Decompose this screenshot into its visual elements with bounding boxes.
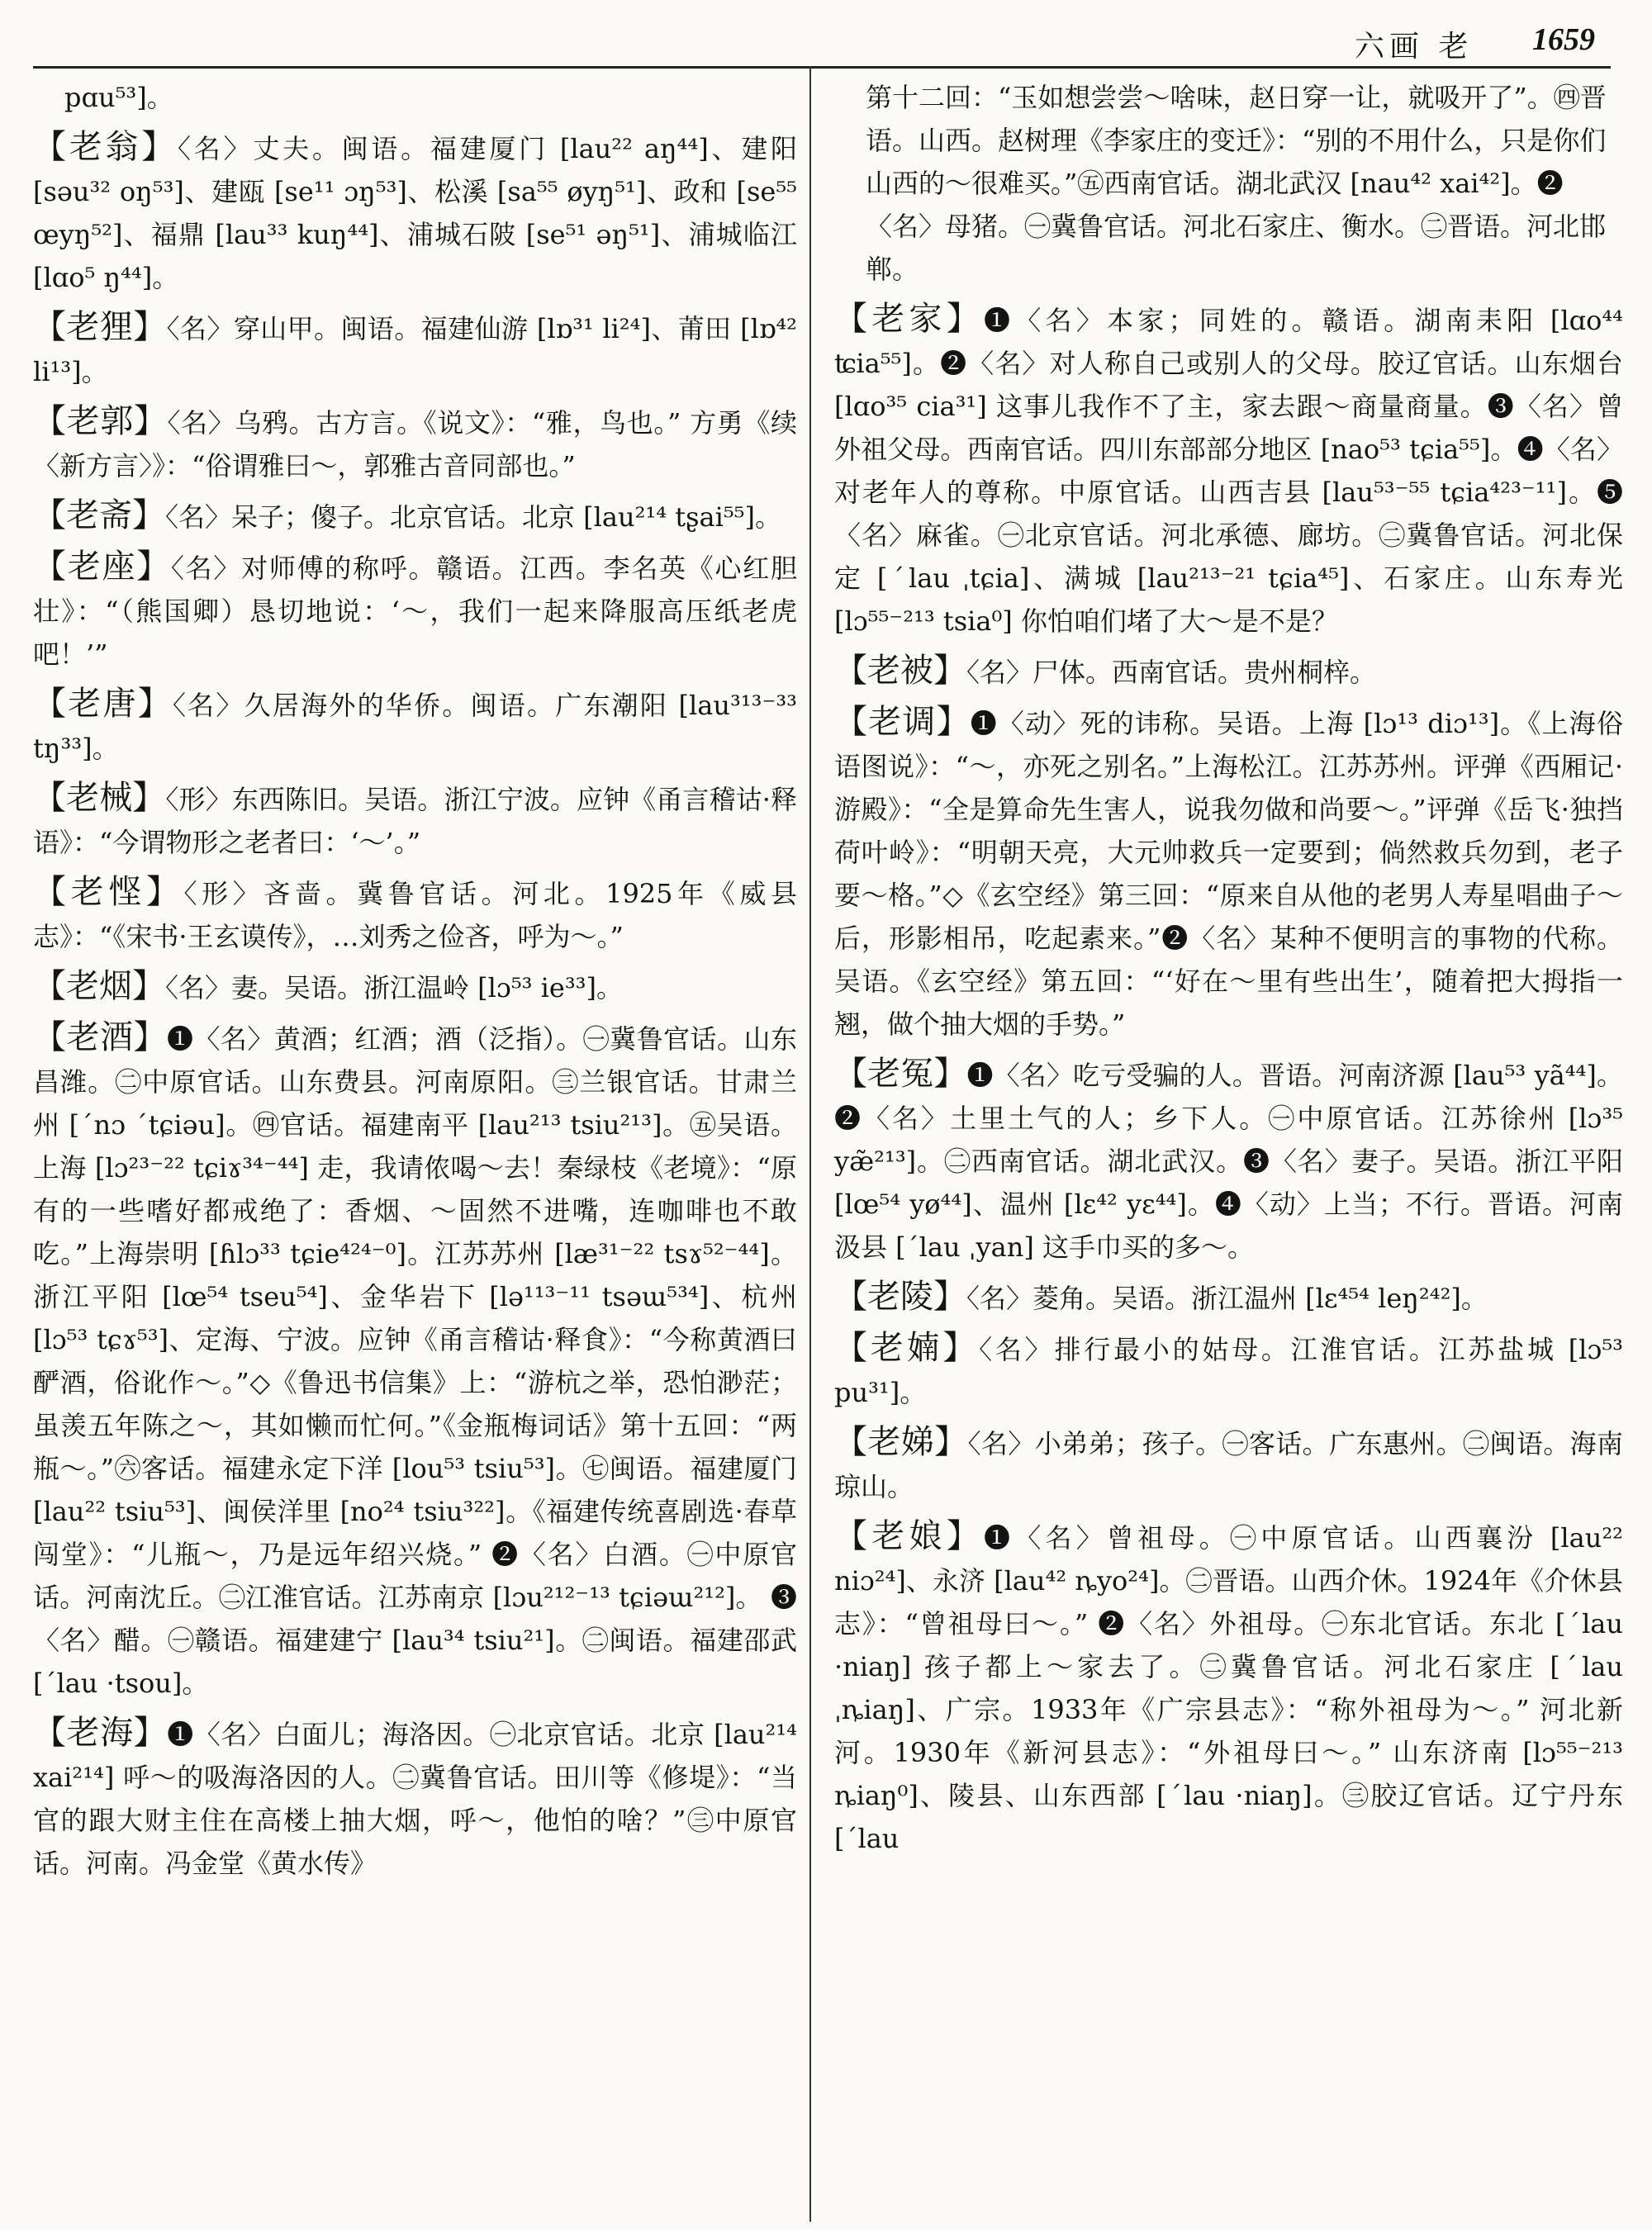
dictionary-entry — [33, 306, 797, 393]
entry-definition: 〈名〉乌鸦。古方言。《说文》：“雅，鸟也。” 方勇《续〈新方言〉》：“俗谓雅曰～，郭雅古音同部也。” — [33, 407, 797, 482]
entry-definition: 〈形〉吝啬。冀鲁官话。河北。1925年《威县志》：“《宋书·王玄谟传》，…刘秀之俭吝，呼为～。” — [33, 878, 797, 952]
headword: 【老冤】 — [834, 1055, 967, 1093]
entry-definition: 〈名〉妻。吴语。浙江温岭 [lɔ⁵³ ie³³]。 — [165, 972, 623, 1004]
dictionary-entry — [834, 1421, 1623, 1508]
headword: 【老唐】 — [33, 685, 173, 723]
headword: 【老斋】 — [33, 496, 165, 534]
headword: 【老郭】 — [33, 402, 168, 440]
entry-definition: ❶〈名〉吃亏受骗的人。晋语。河南济源 [lau⁵³ yã⁴⁴]。❷〈名〉土里土气的人；乡下人。㊀中原官话。江苏徐州 [lɔ³⁵ yæ̃²¹³]。㊁西南官话。湖北武汉。❸〈名〉妻子。吴语。浙江平阳 [lœ⁵⁴ yø⁴⁴]、温州 [lɛ⁴² yɛ⁴⁴]。❹〈动〉上当；不行。晋语。河南汲县 [ˊlau ˌyan] 这手巾买的多～。 — [834, 1060, 1623, 1263]
continuation-text: 第十二回：“玉如想尝尝～啥味，赵日穿一让，就吸开了”。㊃晋语。山西。赵树理《李家庄的变迁》：“别的不用什么，只是你们山西的～很难买。”㊄西南官话。湖北武汉 [nau⁴² xai⁴²]。❷〈名〉母猪。㊀冀鲁官话。河北石家庄、衡水。㊁晋语。河北邯郸。 — [866, 82, 1607, 285]
right-column — [834, 76, 1623, 1867]
entry-definition: 〈名〉菱角。吴语。浙江温州 [lɛ⁴⁵⁴ leŋ²⁴²]。 — [966, 1283, 1488, 1314]
headword: 【老座】 — [33, 548, 171, 586]
dictionary-entry — [33, 776, 797, 864]
entry-definition: 〈名〉小弟弟；孩子。㊀客话。广东惠州。㊁闽语。海南琼山。 — [834, 1428, 1623, 1502]
headword: 【老娘】 — [834, 1517, 984, 1555]
header-rule — [33, 66, 1611, 69]
entry-definition: ❶〈名〉曾祖母。㊀中原官话。山西襄汾 [lau²² niɔ²⁴]、永济 [lau⁴² ȵyo²⁴]。㊁晋语。山西介休。1924年《介休县志》：“曾祖母曰～。” ❷〈名〉外祖母。㊀东北官话。东北 [ˊlau ·niaŋ] 孩子都上～家去了。㊁冀鲁官话。河北石家庄 [ˊlau ˌȵiaŋ]、广宗。1933年《广宗县志》：“称外祖母为～。” 河北新河。1930年《新河县志》：“外祖母曰～。” 山东济南 [lɔ⁵⁵⁻²¹³ ȵiaŋ⁰]、陵县、山东西部 [ˊlau ·niaŋ]。㊂胶辽官话。辽宁丹东 [ˊlau — [834, 1522, 1623, 1854]
continuation-text: pɑu⁵³]。 — [64, 82, 173, 113]
headword: 【老陵】 — [834, 1278, 966, 1316]
entry-definition: ❶〈动〉死的讳称。吴语。上海 [lɔ¹³ diɔ¹³]。《上海俗语图说》：“～，亦死之别名。”上海松江。江苏苏州。评弹《西厢记·游殿》：“全是算命先生害人，说我勿做和尚要～。”评弹《岳飞·独挡荷叶岭》：“明朝天亮，大元帅救兵一定要到；倘然救兵勿到，老子要～格。”◇《玄空经》第三回：“原来自从他的老男人寿星唱曲子～后，形影相吊，吃起素来。”❷〈名〉某种不便明言的事物的代称。吴语。《玄空经》第五回：“‘好在～里有些出生’，随着把大拇指一翘，做个抽大烟的手势。” — [834, 708, 1623, 1040]
headword: 【老翁】 — [33, 128, 178, 166]
entry-definition: 〈名〉久居海外的华侨。闽语。广东潮阳 [lau³¹³⁻³³ tŋ³³]。 — [33, 690, 797, 764]
headword: 【老械】 — [33, 779, 166, 817]
dictionary-entry — [33, 871, 797, 958]
dictionary-entry — [834, 1515, 1623, 1860]
dictionary-entry — [834, 649, 1623, 694]
headword: 【老调】 — [834, 703, 971, 741]
dictionary-entry — [33, 494, 797, 539]
left-column — [33, 76, 797, 1891]
entry-definition: 〈名〉穿山甲。闽语。福建仙游 [lɒ³¹ li²⁴]、莆田 [lɒ⁴² li¹³]。 — [33, 313, 797, 387]
dictionary-entry — [33, 965, 797, 1009]
entry-definition: 〈名〉排行最小的姑母。江淮官话。江苏盐城 [lɔ⁵³ pu³¹]。 — [834, 1334, 1623, 1408]
headword: 【老酒】 — [33, 1018, 167, 1056]
entry-definition: 〈形〉东西陈旧。吴语。浙江宁波。应钟《甬言稽诂·释语》：“今谓物形之老者曰：‘～’。” — [33, 784, 797, 858]
dictionary-entry — [33, 682, 797, 770]
dictionary-entry — [834, 700, 1623, 1046]
entry-definition: 〈名〉丈夫。闽语。福建厦门 [lau²² aŋ⁴⁴]、建阳 [səu³² oŋ⁵³]、建瓯 [se¹¹ ɔŋ⁵³]、松溪 [sa⁵⁵ øyŋ⁵¹]、政和 [se⁵⁵ œyŋ⁵²]、福鼎 [lau³³ kuŋ⁴⁴]、浦城石陂 [se⁵¹ əŋ⁵¹]、浦城临江 [lɑo⁵ ŋ⁴⁴]。 — [33, 133, 797, 293]
entry-definition: 〈名〉对师傅的称呼。赣语。江西。李名英《心红胆壮》：“（熊国卿）恳切地说：‘～，我们一起来降服高压纸老虎吧！’” — [33, 553, 797, 670]
headword: 【老悭】 — [33, 873, 184, 911]
dictionary-entry — [33, 400, 797, 487]
dictionary-entry — [834, 1275, 1623, 1320]
entry-definition: ❶〈名〉黄酒；红酒；酒（泛指）。㊀冀鲁官话。山东昌潍。㊁中原官话。山东费县。河南原阳。㊂兰银官话。甘肃兰州 [ˊnɔ ˊtɕiəu]。㊃官话。福建南平 [lau²¹³ tsiu²¹³]。㊄吴语。上海 [lɔ²³⁻²² tɕiɤ³⁴⁻⁴⁴] 走，我请侬喝～去！秦绿枝《老境》：“原有的一些嗜好都戒绝了：香烟、～固然不进嘴，连咖啡也不敢吃。”上海崇明 [ɦlɔ³³ tɕie⁴²⁴⁻⁰]。江苏苏州 [læ³¹⁻²² tsɤ⁵²⁻⁴⁴]。浙江平阳 [lœ⁵⁴ tseu⁵⁴]、金华岩下 [lə¹¹³⁻¹¹ tsəɯ⁵³⁴]、杭州 [lɔ⁵³ tɕɤ⁵³]、定海、宁波。应钟《甬言稽诂·释食》：“今称黄酒曰酽酒，俗讹作～。”◇《鲁迅书信集》上：“游杭之举，恐怕渺茫；虽羡五年陈之～，其如懒而忙何。”《金瓶梅词话》第十五回：“两瓶～。”㊅客话。福建永定下洋 [lou⁵³ tsiu⁵³]。㊆闽语。福建厦门 [lau²² tsiu⁵³]、闽侯洋里 [no²⁴ tsiu³²²]。《福建传统喜剧选·春草闯堂》：“儿瓶～，乃是远年绍兴烧。” ❷〈名〉白酒。㊀中原官话。河南沈丘。㊁江淮官话。江苏南京 [lɔu²¹²⁻¹³ tɕiəɯ²¹²]。 ❸〈名〉醋。㊀赣语。福建建宁 [lau³⁴ tsiu²¹]。㊁闽语。福建邵武 [ˊlau ·tsou]。 — [33, 1023, 797, 1699]
dictionary-entry — [834, 1052, 1623, 1269]
section-title: 六画 老 — [1355, 30, 1474, 64]
entry-definition: ❶〈名〉本家；同姓的。赣语。湖南耒阳 [lɑo⁴⁴ ʨia⁵⁵]。❷〈名〉对人称自己或别人的父母。胶辽官话。山东烟台 [lɑo³⁵ cia³¹] 这事儿我作不了主，家去跟～商量商量。❸〈名〉曾外祖父母。西南官话。四川东部部分地区 [nao⁵³ tɕia⁵⁵]。❹〈名〉对老年人的尊称。中原官话。山西吉县 [lau⁵³⁻⁵⁵ tɕia⁴²³⁻¹¹]。❺〈名〉麻雀。㊀北京官话。河北承德、廊坊。㊁冀鲁官话。河北保定 [ˊlau ˌtɕia]、满城 [lau²¹³⁻²¹ tɕia⁴⁵]、石家庄。山东寿光 [lɔ⁵⁵⁻²¹³ tsia⁰] 你怕咱们堵了大～是不是？ — [834, 305, 1623, 637]
headword: 【老海】 — [33, 1714, 168, 1752]
headword: 【老被】 — [834, 652, 966, 690]
dictionary-entry — [33, 545, 797, 676]
page-number: 1659 — [1532, 22, 1595, 57]
headword: 【老娣】 — [834, 1423, 968, 1461]
headword: 【老狸】 — [33, 308, 167, 346]
entry-definition: 〈名〉尸体。西南官话。贵州桐梓。 — [966, 657, 1377, 688]
headword: 【老烟】 — [33, 967, 165, 1005]
entry-definition: ❶〈名〉白面儿；海洛因。㊀北京官话。北京 [lau²¹⁴ xai²¹⁴] 呼～的吸海洛因的人。㊁冀鲁官话。田川等《修堤》：“当官的跟大财主住在高楼上抽大烟，呼～，他怕的啥？”㊂中原官话。河南。冯金堂《黄水传》 — [33, 1719, 797, 1879]
dictionary-entry — [834, 297, 1623, 643]
headword: 【老婻】 — [834, 1329, 980, 1367]
dictionary-entry — [33, 1016, 797, 1705]
column-divider — [809, 66, 811, 2222]
dictionary-entry — [33, 1711, 797, 1885]
headword: 【老家】 — [834, 300, 984, 338]
dictionary-entry — [33, 126, 797, 299]
dictionary-entry — [834, 1326, 1623, 1414]
entry-definition: 〈名〉呆子；傻子。北京官话。北京 [lau²¹⁴ tʂai⁵⁵]。 — [165, 501, 781, 533]
